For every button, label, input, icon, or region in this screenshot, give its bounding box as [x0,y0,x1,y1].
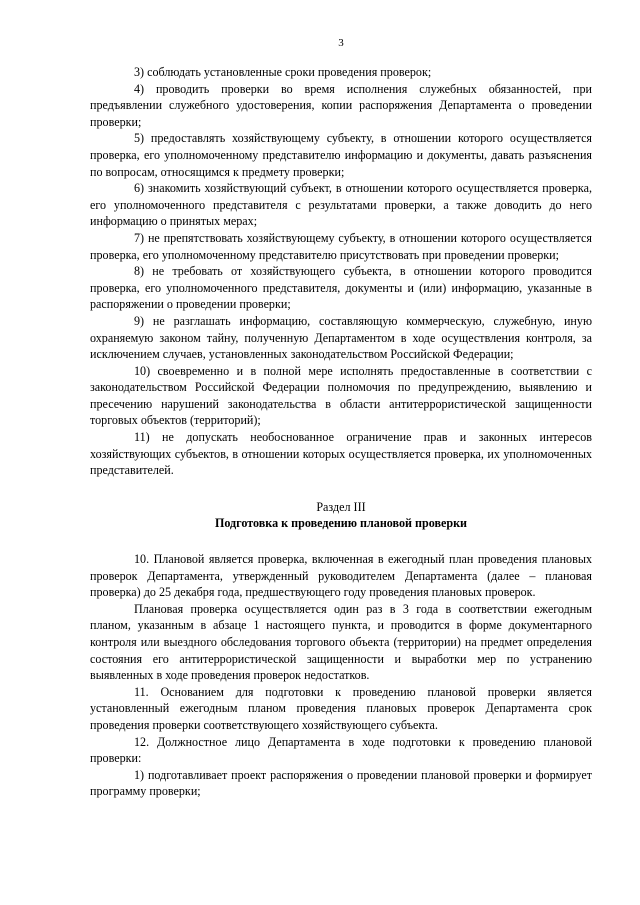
duties-list [90,64,592,479]
clause-10-paragraph-2: Плановая проверка осуществляется один раз в 3 года в соответствии ежегодным планом, указанным в абзаце 1 настоящего пункта, и проводится в форме документарного контроля или выездного обследования торгового объекта (территории) на предмет определения состояния его антитеррористической защищенности и выработки мер по устранению выявленных в ходе проведения проверок недостатков. [90,601,592,683]
duty-item-7: 7) не препятствовать хозяйствующему субъекту, в отношении которого осуществляется проверка, его уполномоченному представителю присутствовать при проведении проверки; [90,230,592,262]
clause-12: 12. Должностное лицо Департамента в ходе подготовки к проведению плановой проверки: [90,734,592,766]
duty-item-5: 5) предоставлять хозяйствующему субъекту, в отношении которого осуществляется проверка, его уполномоченному представителю информацию и документы, давать разъяснения по вопросам, относящимся к предмету проверки; [90,131,592,179]
duty-item-10: 10) своевременно и в полной мере исполнять предоставленные в соответствии с законодательством Российской Федерации полномочия по предупреждению, выявлению и пресечению нарушений законодательства в области антитеррористической защищенности торговых объектов (территорий); [90,363,592,428]
clause-11: 11. Основанием для подготовки к проведению плановой проверки является установленный ежегодным планом проведения плановых проверок Департамента срок проведения проверки соответствующего хозяйствующего субъекта. [90,684,592,732]
section-label: Раздел III [316,499,366,514]
duty-item-4: 4) проводить проверки во время исполнения служебных обязанностей, при предъявлении служебного удостоверения, копии распоряжения Департамента о проведении проверки; [90,81,592,129]
page-number: 3 [338,37,344,49]
duty-item-3: 3) соблюдать установленные сроки проведения проверок; [134,65,432,79]
section-body [90,551,592,800]
document-page [90,36,592,800]
section-heading [90,499,592,532]
clause-10: 10. Плановой является проверка, включенная в ежегодный план проведения плановых проверок Департамента, утвержденный руководителем Департамента (далее – плановая проверка) до 25 декабря года, предшествующего году проведения плановых проверок. [90,552,592,600]
duty-item-11: 11) не допускать необоснованное ограничение прав и законных интересов хозяйствующих субъектов, в отношении которых осуществляется проверка, их уполномоченных представителей. [90,430,592,478]
duty-item-6: 6) знакомить хозяйствующий субъект, в отношении которого осуществляется проверка, его уполномоченного представителя с результатами проверки, а также доводить до него информацию о принятых мерах; [90,181,592,229]
duty-item-8: 8) не требовать от хозяйствующего субъекта, в отношении которого проводится проверка, его уполномоченного представителя, документы и (или) информацию, указанные в распоряжении о проведении проверки; [90,264,592,312]
duty-item-9: 9) не разглашать информацию, составляющую коммерческую, служебную, иную охраняемую законом тайну, полученную Департаментом в ходе осуществления контроля, за исключением случаев, установленных законодательством Российской Федерации; [90,313,592,362]
clause-12-item-1: 1) подготавливает проект распоряжения о проведении плановой проверки и формирует программу проверки; [90,767,592,799]
section-title: Подготовка к проведению плановой проверки [214,516,468,531]
